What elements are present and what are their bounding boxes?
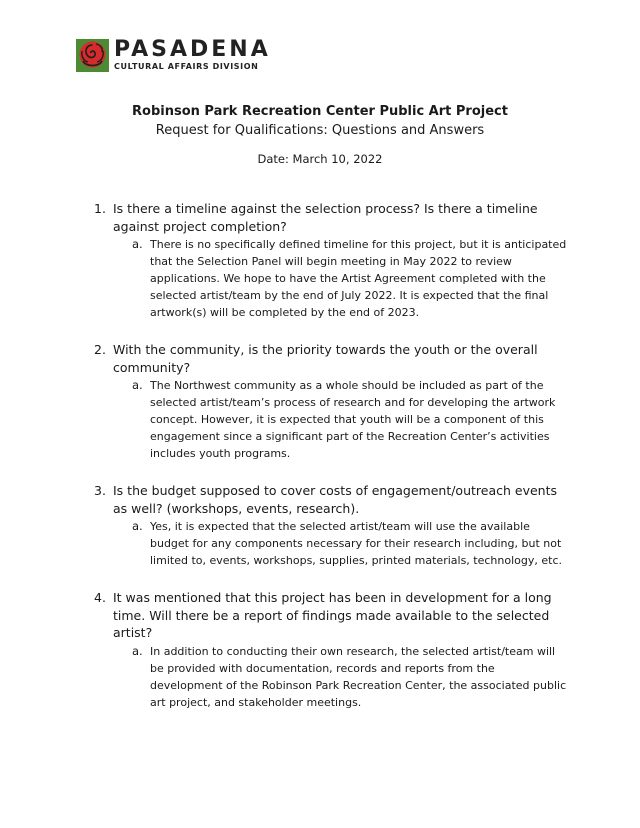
answer — [0, 518, 640, 569]
answer-text: There is no specifically defined timeline for this project, but it is anticipated that the Selection Panel will begin meeting in May 2022 to review applications. We hope to have the Artist Agreement completed with the selected artist/team by the end of July 2022. It is expected that the final artwork(s) will be completed by the end of 2023. — [150, 238, 567, 319]
answer — [0, 236, 640, 321]
document-title: Robinson Park Recreation Center Public Art Project — [132, 104, 508, 119]
question-number: 3. — [94, 483, 106, 498]
question-number: 1. — [94, 201, 106, 216]
answer-text: Yes, it is expected that the selected artist/team will use the available budget for any components necessary for their research including, but not limited to, events, workshops, supplies, printed materials, technology, etc. — [150, 520, 562, 567]
document-subtitle: Request for Qualifications: Questions and Answers — [155, 123, 485, 138]
answer — [0, 643, 640, 711]
document-date: Date: March 10, 2022 — [257, 152, 383, 166]
answer-text: In addition to conducting their own research, the selected artist/team will be provided with documentation, records and reports from the development of the Robinson Park Recreation Center, the associated public art project, and stakeholder meetings. — [150, 644, 567, 709]
answer-letter: a. — [132, 237, 143, 251]
logo-subtitle: CULTURAL AFFAIRS DIVISION — [114, 62, 259, 71]
answer — [0, 377, 640, 462]
pasadena-logo — [76, 39, 276, 73]
qa-item — [0, 482, 640, 569]
question-number: 2. — [94, 342, 106, 357]
qa-item — [0, 341, 640, 462]
question-text: Is the budget supposed to cover costs of engagement/outreach events as well? (workshops, events, research). — [113, 483, 558, 516]
qa-item — [0, 200, 640, 321]
answer-letter: a. — [132, 519, 143, 533]
answer-text: The Northwest community as a whole should be included as part of the selected artist/team’s process of research and for developing the artwork concept. However, it is expected that youth will be a component of this engagement since a significant part of the Recreation Center’s activities includes youth programs. — [150, 379, 556, 460]
qa-item — [0, 589, 640, 711]
qa-list — [0, 200, 640, 731]
question-text: Is there a timeline against the selection process? Is there a timeline against project completion? — [113, 201, 538, 234]
logo-name: PASADENA — [114, 37, 271, 62]
question-text: It was mentioned that this project has been in development for a long time. Will there be a report of findings made available to the selected artist? — [113, 590, 552, 640]
answer-letter: a. — [132, 643, 143, 658]
question-number: 4. — [94, 590, 106, 605]
answer-letter: a. — [132, 378, 143, 392]
question-text: With the community, is the priority towards the youth or the overall community? — [113, 342, 538, 375]
rose-icon — [76, 39, 109, 72]
